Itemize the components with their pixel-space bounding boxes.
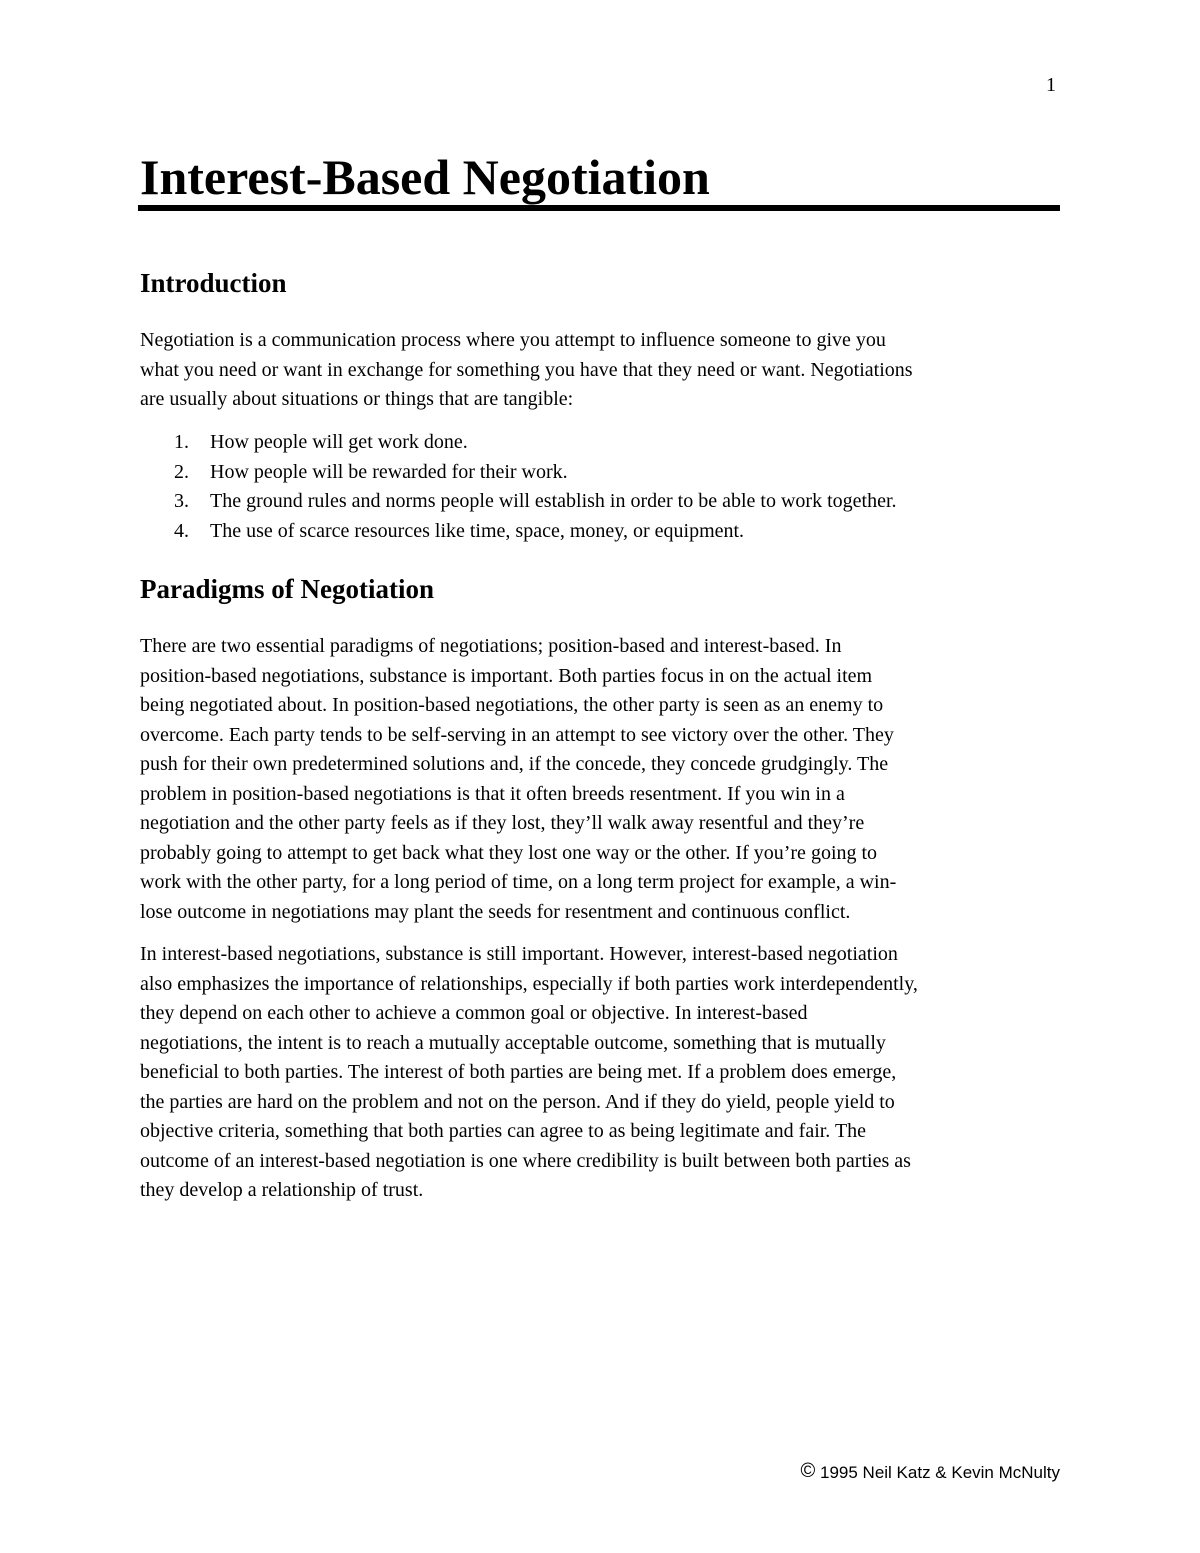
list-item bbox=[140, 517, 1060, 547]
text-line: Negotiation is a communication process where you attempt to influence someone to give you bbox=[140, 329, 886, 351]
list-item bbox=[140, 458, 1060, 488]
text-line: being negotiated about. In position-based negotiations, the other party is seen as an enemy to bbox=[140, 694, 884, 716]
page-number: 1 bbox=[1046, 74, 1056, 96]
title-underline bbox=[138, 205, 1060, 211]
text-line: what you need or want in exchange for something you have that they need or want. Negotiations bbox=[140, 358, 913, 381]
text-line: problem in position-based negotiations is that it often breeds resentment. If you win in a bbox=[140, 782, 845, 805]
text-line: outcome of an interest-based negotiation is one where credibility is built between both parties as bbox=[140, 1149, 911, 1172]
text-line: they develop a relationship of trust. bbox=[140, 1179, 424, 1201]
introduction-paragraph bbox=[140, 326, 1060, 415]
text-line: they depend on each other to achieve a common goal or objective. In interest-based bbox=[140, 1002, 808, 1024]
list-item bbox=[140, 428, 1060, 458]
text-line: lose outcome in negotiations may plant the seeds for resentment and continuous conflict. bbox=[140, 900, 851, 923]
tangible-items-list bbox=[140, 428, 1060, 546]
list-item-number: 4. bbox=[174, 519, 189, 542]
text-line: objective criteria, something that both parties can agree to as being legitimate and fair. The bbox=[140, 1120, 867, 1142]
text-line: position-based negotiations, substance is important. Both parties focus in on the actual item bbox=[140, 664, 873, 687]
text-line: the parties are hard on the problem and not on the person. And if they do yield, people yield to bbox=[140, 1090, 895, 1113]
text-line: are usually about situations or things that are tangible: bbox=[140, 388, 574, 410]
copyright-symbol: © bbox=[800, 1460, 816, 1482]
paradigms-paragraph-1 bbox=[140, 632, 1060, 927]
text-line: overcome. Each party tends to be self-serving in an attempt to see victory over the other. They bbox=[140, 723, 894, 746]
text-line: negotiation and the other party feels as if they lost, they’ll walk away resentful and they’re bbox=[140, 812, 865, 834]
list-item-number: 3. bbox=[174, 490, 189, 512]
text-line: There are two essential paradigms of negotiations; position-based and interest-based. In bbox=[140, 635, 842, 657]
list-item-number: 2. bbox=[174, 460, 189, 483]
text-line: work with the other party, for a long period of time, on a long term project for example, a win- bbox=[140, 871, 897, 893]
list-item bbox=[140, 487, 1060, 517]
text-line: In interest-based negotiations, substance is still important. However, interest-based negotiation bbox=[140, 943, 898, 965]
section-heading-paradigms: Paradigms of Negotiation bbox=[140, 574, 434, 604]
list-item-text: How people will be rewarded for their work. bbox=[210, 460, 568, 483]
list-item-number: 1. bbox=[174, 431, 189, 453]
text-line: beneficial to both parties. The interest of both parties are being met. If a problem does emerge, bbox=[140, 1061, 897, 1083]
copyright-footer bbox=[720, 1460, 1060, 1483]
document-title: Interest-Based Negotiation bbox=[140, 149, 710, 205]
section-heading-introduction: Introduction bbox=[140, 268, 287, 298]
text-line: probably going to attempt to get back what they lost one way or the other. If you’re going to bbox=[140, 841, 878, 864]
copyright-text: 1995 Neil Katz & Kevin McNulty bbox=[815, 1463, 1060, 1482]
paradigms-paragraph-2 bbox=[140, 940, 1060, 1206]
text-line: push for their own predetermined solutions and, if the concede, they concede grudgingly. The bbox=[140, 753, 889, 775]
list-item-text: How people will get work done. bbox=[210, 431, 468, 453]
list-item-text: The ground rules and norms people will establish in order to be able to work together. bbox=[210, 490, 897, 512]
list-item-text: The use of scarce resources like time, space, money, or equipment. bbox=[210, 519, 745, 542]
text-line: also emphasizes the importance of relationships, especially if both parties work interdependently, bbox=[140, 972, 918, 995]
text-line: negotiations, the intent is to reach a mutually acceptable outcome, something that is mutually bbox=[140, 1031, 886, 1054]
